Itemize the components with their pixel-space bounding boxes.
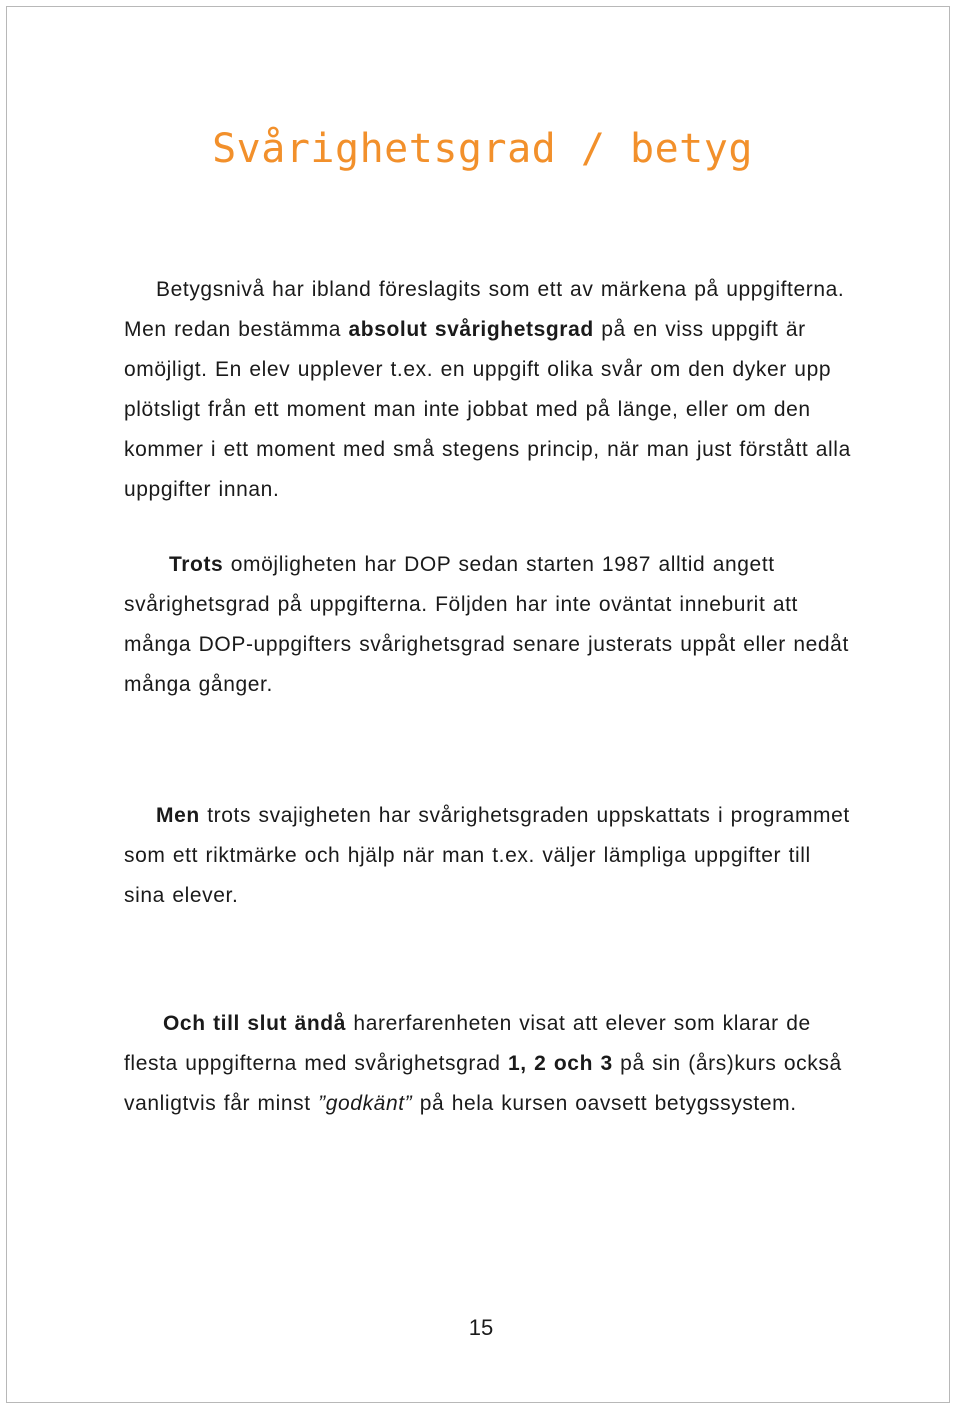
- text: på hela kursen oavsett betygssystem.: [412, 1092, 797, 1115]
- paragraph-betygsniva: [124, 270, 854, 510]
- text: harerfarenheten visat att elever som klarar de flesta uppgifterna med svårighetsgrad: [124, 1012, 811, 1075]
- text: omöjligheten har DOP sedan starten 1987 alltid angett svårighetsgrad på uppgifterna. Följden har inte oväntat inneburit att många DOP-uppgifters svårighetsgrad senare justerats uppåt eller nedåt många gånger.: [124, 553, 849, 696]
- paragraph-och-till-slut: [124, 1004, 854, 1124]
- bold-text: absolut svårighetsgrad: [348, 318, 594, 341]
- page-number: 15: [468, 1315, 494, 1340]
- paragraph-men: [124, 796, 854, 916]
- paragraph-trots: [124, 545, 854, 705]
- italic-text: ”godkänt”: [318, 1092, 413, 1115]
- text: trots svajigheten har svårighetsgraden uppskattats i programmet som ett riktmärke och hjälp när man t.ex. väljer lämpliga uppgifter till sina elever.: [124, 804, 850, 907]
- text: på en viss uppgift är omöjligt. En elev upplever t.ex. en uppgift olika svår om den dyker upp plötsligt från ett moment man inte jobbat med på länge, eller om den kommer i ett moment med små stegens princip, när man just förstått alla uppgifter innan.: [124, 318, 851, 501]
- bold-text: Och till slut ändå: [163, 1012, 346, 1035]
- text: på sin (års)kurs också vanligtvis får minst: [124, 1052, 842, 1115]
- bold-text: Men: [156, 804, 200, 827]
- bold-text: Trots: [169, 553, 224, 576]
- page-content: [124, 270, 854, 1124]
- page-title: Svårighetsgrad / betyg: [212, 126, 753, 172]
- text: Betygsnivå har ibland föreslagits som ett av märkena på uppgifterna. Men redan bestämma: [124, 278, 845, 341]
- bold-text: 1, 2 och 3: [508, 1052, 613, 1075]
